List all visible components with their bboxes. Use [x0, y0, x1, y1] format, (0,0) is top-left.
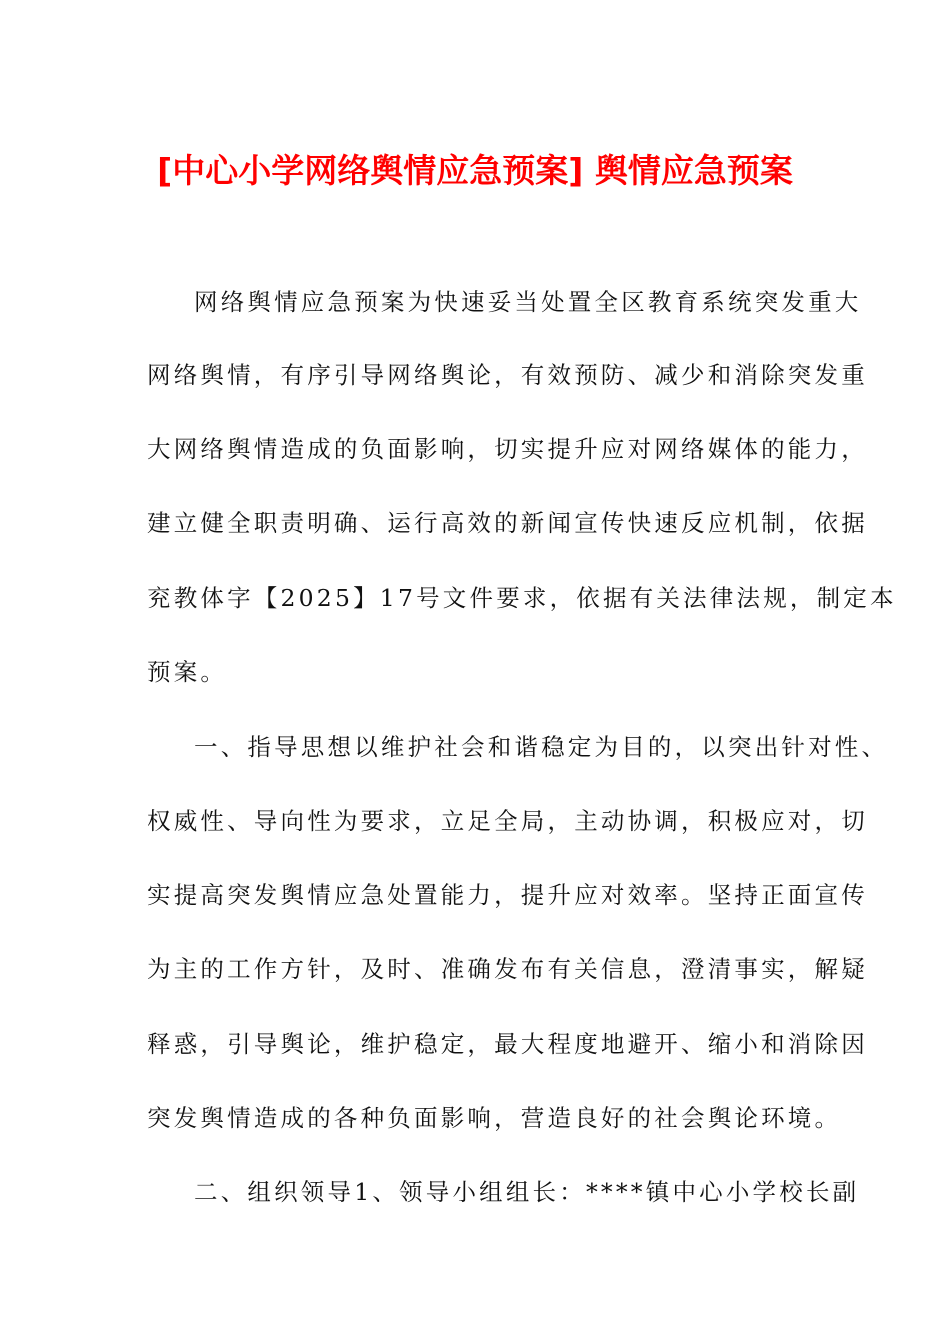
body-line-8: 权威性、导向性为要求，立足全局，主动协调，积极应对，切	[147, 807, 868, 835]
body-line-3: 大网络舆情造成的负面影响，切实提升应对网络媒体的能力，	[147, 435, 868, 463]
body-line-1: 网络舆情应急预案为快速妥当处置全区教育系统突发重大	[194, 288, 862, 316]
body-line-7: 一、指导思想以维护社会和谐稳定为目的，以突出针对性、	[194, 733, 889, 761]
body-line-5: 兖教体字【2025】17号文件要求，依据有关法律法规，制定本	[147, 584, 897, 612]
body-line-4: 建立健全职责明确、运行高效的新闻宣传快速反应机制，依据	[147, 509, 868, 537]
body-line-12: 突发舆情造成的各种负面影响，营造良好的社会舆论环境。	[147, 1104, 842, 1132]
body-line-9: 实提高突发舆情应急处置能力，提升应对效率。坚持正面宣传	[147, 881, 868, 909]
body-line-6: 预案。	[147, 658, 228, 686]
document-title: [中心小学网络舆情应急预案] 舆情应急预案	[157, 151, 793, 190]
body-line-10: 为主的工作方针，及时、准确发布有关信息，澄清事实，解疑	[147, 955, 868, 983]
body-line-2: 网络舆情，有序引导网络舆论，有效预防、减少和消除突发重	[147, 361, 868, 389]
body-line-13: 二、组织领导1、领导小组组长：****镇中心小学校长副	[194, 1178, 860, 1206]
body-line-11: 释惑，引导舆论，维护稳定，最大程度地避开、缩小和消除因	[147, 1030, 868, 1058]
